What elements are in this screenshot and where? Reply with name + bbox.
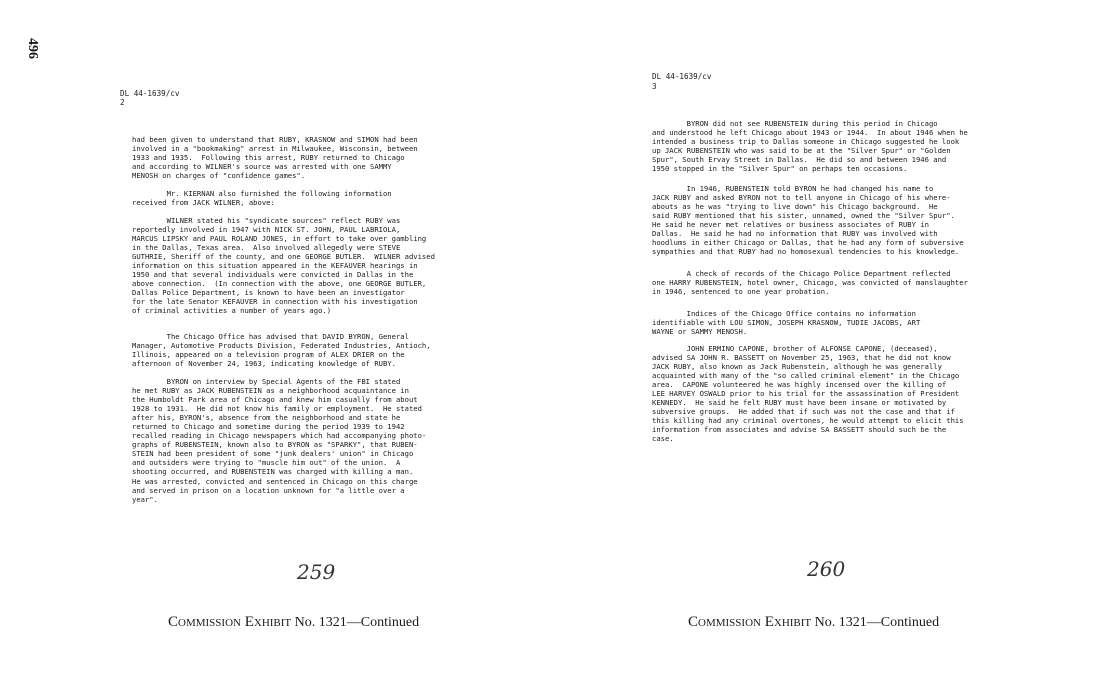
text-line: Dallas. He said he had no information that RUBY was involved with [652,229,938,239]
text-line: 1950 stopped in the "Silver Spur" on perhaps ten occasions. [652,164,908,174]
text-line: WAYNE or SAMMY MENOSH. [652,327,748,337]
left-paragraph-1 [132,135,418,180]
text-line: and served in prison on a location unknown for "a little over a [132,485,405,495]
text-line: information from associates and advise SA BASSETT should such be the [652,425,947,435]
text-line: subversive groups. He added that if such was not the case and that if [652,407,955,417]
right-page-number: 3 [652,82,657,91]
text-line: for the late Senator KEFAUVER in connection with his investigation [132,297,418,307]
text-line: and understood he left Chicago about 1943 or 1944. In about 1946 when he [652,128,968,138]
right-paragraph-5 [652,344,964,444]
text-line: Dallas Police Department, is known to have been an investigator [132,288,405,298]
left-file-reference: DL 44-1639/cv [120,89,180,98]
text-line: BYRON did not see RUBENSTEIN during this period in Chicago [652,119,938,128]
text-line: returned to Chicago and sometime during the period 1939 to 1942 [132,422,405,432]
right-paragraph-4 [652,309,920,336]
right-exhibit-caption [688,614,939,631]
left-handwritten-number: 259 [297,560,336,584]
text-line: one HARRY RUBENSTEIN, hotel owner, Chicago, was convicted of manslaughter [652,278,968,288]
text-line: KENNEDY. He said he felt RUBY must have been insane or motivated by [652,398,947,408]
text-line: had been given to understand that RUBY, KRASNOW and SIMON had been [132,135,418,144]
right-exhibit-suffix: No. 1321—Continued [814,615,940,630]
text-line: JACK RUBY and asked BYRON not to tell anyone in Chicago of his where- [652,193,951,203]
text-line: in the Dallas, Texas area. Also involved allegedly were STEVE [132,243,401,253]
left-exhibit-suffix: No. 1321—Continued [294,615,420,630]
text-line: In 1946, RUBENSTEIN told BYRON he had changed his name to [652,184,934,193]
text-line: Manager, Automotive Products Division, Federated Industries, Antioch, [132,341,431,351]
text-line: this killing had any criminal overtones, he would attempt to elicit this [652,416,964,426]
left-page-number: 2 [120,98,125,107]
text-line: up JACK RUBENSTEIN who was said to be at the "Silver Spur" or "Golden [652,146,951,156]
text-line: 1928 to 1931. He did not know his family or employment. He stated [132,404,422,414]
text-line: He said he never met relatives or business associates of RUBY in [652,220,929,230]
text-line: WILNER stated his "syndicate sources" reflect RUBY was [132,216,401,225]
right-handwritten-number: 260 [807,557,846,581]
text-line: intended a business trip to Dallas someone in Chicago suggested he look [652,137,960,147]
text-line: graphs of RUBENSTEIN, known also to BYRON as "SPARKY", that RUBEN- [132,440,418,450]
text-line: hoodlums in either Chicago or Dallas, that he had any form of subversive [652,238,964,248]
text-line: after his, BYRON's, absence from the neighborhood and state he [132,413,401,423]
text-line: the Humboldt Park area of Chicago and knew him casually from about [132,395,418,405]
text-line: A check of records of the Chicago Police Department reflected [652,269,951,278]
right-file-reference: DL 44-1639/cv [652,72,712,81]
text-line: JOHN ERMINO CAPONE, brother of ALFONSE CAPONE, (deceased), [652,344,938,353]
left-paragraph-5 [132,377,426,504]
text-line: shooting occurred, and RUBENSTEIN was charged with killing a man. [132,467,414,477]
right-paragraph-3 [652,269,968,296]
text-line: acquainted with many of the "so called criminal element" in the Chicago [652,371,960,381]
text-line: area. CAPONE volunteered he was highly incensed over the killing of [652,380,947,390]
left-paragraph-2 [132,189,392,207]
text-line: 1933 and 1935. Following this arrest, RUBY returned to Chicago [132,153,405,163]
text-line: GUTHRIE, Sheriff of the county, and one GEORGE BUTLER. WILNER advised [132,252,435,262]
text-line: information on this situation appeared in the KEFAUVER hearings in [132,261,418,271]
text-line: above connection. (In connection with the above, one GEORGE BUTLER, [132,279,427,289]
text-line: BYRON on interview by Special Agents of the FBI stated [132,377,401,386]
text-line: of criminal activities a number of years ago.) [132,306,332,316]
right-exhibit-prefix: Commission Exhibit [688,614,812,630]
text-line: Spur", South Ervay Street in Dallas. He did so and between 1946 and [652,155,947,165]
text-line: Illinois, appeared on a television program of ALEX DRIER on the [132,350,405,360]
text-line: 1950 and that several individuals were convicted in Dallas in the [132,270,414,280]
text-line: year". [132,494,158,504]
right-paragraph-1 [652,119,968,173]
left-paragraph-3 [132,216,435,316]
text-line: said RUBY mentioned that his sister, unnamed, owned the "Silver Spur". [652,211,955,221]
text-line: and outsiders were trying to "muscle him out" of the union. A [132,458,401,468]
text-line: abouts as he was "trying to live down" his Chicago background. He [652,202,938,212]
text-line: received from JACK WILNER, above: [132,198,275,208]
right-paragraph-2 [652,184,964,256]
text-line: reportedly involved in 1947 with NICK ST. JOHN, PAUL LABRIOLA, [132,225,401,235]
left-exhibit-prefix: Commission Exhibit [168,614,292,630]
text-line: advised SA JOHN R. BASSETT on November 25, 1963, that he did not know [652,353,951,363]
text-line: Mr. KIERNAN also furnished the following information [132,189,392,198]
text-line: JACK RUBY, also known as Jack Rubenstein, although he was generally [652,362,942,372]
side-page-number: 496 [25,38,40,59]
text-line: in 1946, sentenced to one year probation. [652,287,830,297]
text-line: recalled reading in Chicago newspapers which had accompanying photo- [132,431,427,441]
text-line: he met RUBY as JACK RUBENSTEIN as a neighborhood acquaintance in [132,386,409,396]
text-line: involved in a "bookmaking" arrest in Milwaukee, Wisconsin, between [132,144,418,154]
text-line: LEE HARVEY OSWALD prior to his trial for the assassination of President [652,389,960,399]
text-line: sympathies and that RUBY had no homosexual tendencies to his knowledge. [652,247,960,257]
text-line: He was arrested, convicted and sentenced in Chicago on this charge [132,476,418,486]
text-line: STEIN had been president of some "junk dealers' union" in Chicago [132,449,414,459]
left-exhibit-caption [168,614,419,631]
text-line: MENOSH on charges of "confidence games". [132,171,306,181]
text-line: identifiable with LOU SIMON, JOSEPH KRASNOW, TUDIE JACOBS, ART [652,318,921,328]
text-line: Indices of the Chicago Office contains no information [652,309,916,318]
text-line: case. [652,434,674,444]
text-line: The Chicago Office has advised that DAVID BYRON, General [132,332,409,341]
text-line: MARCUS LIPSKY and PAUL ROLAND JONES, in effort to take over gambling [132,234,427,244]
text-line: afternoon of November 24, 1963, indicating knowledge of RUBY. [132,359,396,369]
text-line: and according to WILNER's source was arrested with one SAMMY [132,162,392,172]
left-paragraph-4 [132,332,431,368]
